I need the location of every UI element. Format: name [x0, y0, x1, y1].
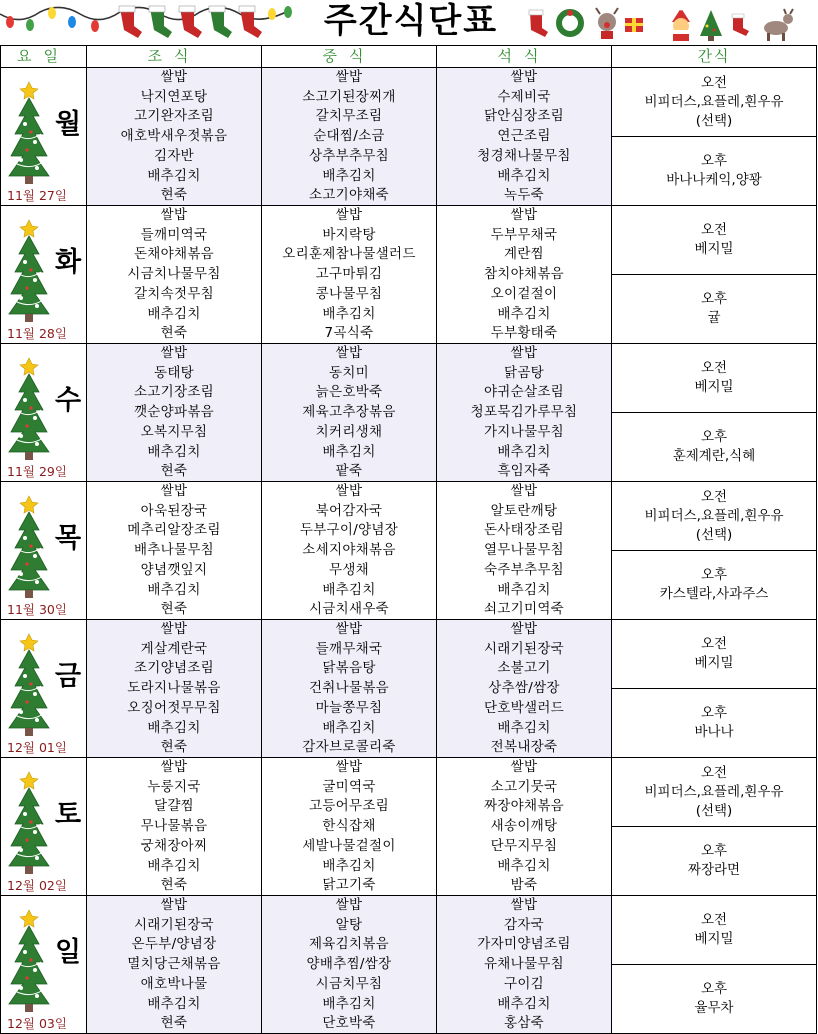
day-name: 금 — [55, 661, 82, 692]
menu-item: 무나물볶음 — [140, 818, 208, 835]
menu-item: 열무나물무침 — [483, 542, 565, 559]
menu-item: 쇠고기미역죽 — [483, 601, 565, 618]
menu-table — [0, 45, 817, 1034]
snack-am-label: 오전 — [700, 360, 728, 376]
snack-item: 베지밀 — [694, 379, 734, 395]
christmas-tree-icon — [5, 214, 53, 332]
snack-item: 비피더스,요플레,흰우유 — [644, 507, 784, 524]
snack-pm-label: 오후 — [700, 291, 728, 307]
menu-item: 배추김치 — [147, 305, 201, 322]
menu-item: 감자국 — [503, 916, 545, 933]
menu-item: 쌀밥 — [160, 69, 188, 85]
menu-item: 야귀순살조림 — [483, 384, 565, 401]
menu-item: 마늘쫑무침 — [315, 699, 383, 716]
menu-item: 두부구이/양념장 — [299, 522, 399, 539]
menu-item: 닭볶음탕 — [322, 660, 376, 677]
menu-item: 쌀밥 — [510, 69, 538, 85]
menu-item: 깻순양파볶음 — [133, 404, 215, 421]
snack-cell — [612, 344, 817, 482]
breakfast-cell — [87, 68, 262, 206]
menu-item: 참치야채볶음 — [483, 266, 565, 283]
snack-pm — [612, 826, 816, 895]
menu-item: 오징어젓무무침 — [127, 699, 221, 716]
menu-item: 녹두죽 — [503, 187, 545, 204]
menu-item: 쌀밥 — [510, 759, 538, 775]
snack-am-label: 오전 — [700, 488, 728, 505]
day-date: 11월 29일 — [7, 464, 67, 479]
menu-item: 게살계란국 — [140, 640, 208, 657]
day-cell — [1, 896, 87, 1034]
day-name: 일 — [55, 937, 82, 968]
menu-item: 들깨미역국 — [140, 226, 208, 243]
breakfast-cell — [87, 896, 262, 1034]
reindeer-icon — [756, 8, 796, 42]
day-name: 화 — [55, 247, 82, 278]
page-title: 주간식단표 — [323, 1, 499, 41]
snack-item: 베지밀 — [694, 241, 734, 257]
breakfast-cell — [87, 344, 262, 482]
snack-cell — [612, 758, 817, 896]
menu-item: 쌀밥 — [335, 621, 363, 637]
snack-pm-label: 오후 — [700, 429, 728, 445]
menu-item: 쌀밥 — [510, 483, 538, 499]
menu-item: 한식잡채 — [322, 818, 376, 835]
menu-item: 쌀밥 — [510, 345, 538, 361]
menu-item: 순대찜/소금 — [313, 128, 385, 145]
menu-item: 아욱된장국 — [140, 502, 208, 519]
menu-item: 도라지나물볶음 — [127, 680, 221, 697]
menu-item: 오복지무침 — [140, 423, 208, 440]
snack-am — [612, 896, 816, 964]
lunch-cell — [262, 68, 437, 206]
header-snack: 간식 — [612, 46, 817, 68]
header-dinner: 석식 — [437, 46, 612, 68]
menu-item: 단호박샐러드 — [483, 699, 565, 716]
menu-item: 현죽 — [160, 187, 188, 204]
menu-item: 연근조림 — [497, 128, 551, 145]
lunch-cell — [262, 620, 437, 758]
menu-item: 소세지야채볶음 — [302, 542, 396, 559]
day-cell — [1, 758, 87, 896]
stocking-icon — [728, 12, 752, 36]
snack-item: 비피더스,요플레,흰우유 — [644, 783, 784, 800]
menu-item: 배추김치 — [497, 305, 551, 322]
snack-am-label: 오전 — [700, 222, 728, 238]
christmas-tree-icon — [5, 766, 53, 884]
day-date: 11월 30일 — [7, 602, 67, 617]
menu-item: 현죽 — [160, 325, 188, 342]
menu-item: 쌀밥 — [335, 207, 363, 223]
day-cell — [1, 620, 87, 758]
christmas-tree-icon — [5, 904, 53, 1022]
menu-item: 팥죽 — [335, 463, 363, 480]
menu-item: 소고기된장찌개 — [302, 88, 396, 105]
menu-item: 달걀찜 — [153, 798, 195, 815]
christmas-garland-icon — [0, 0, 300, 44]
snack-cell — [612, 620, 817, 758]
menu-item: 배추김치 — [497, 581, 551, 598]
snack-am — [612, 758, 816, 826]
snack-pm-label: 오후 — [700, 843, 728, 859]
menu-item: 갈치속젓무침 — [133, 285, 215, 302]
menu-item: 배추김치 — [322, 857, 376, 874]
menu-item: 현죽 — [160, 463, 188, 480]
snack-am-label: 오전 — [700, 764, 728, 781]
menu-item: 굴미역국 — [322, 778, 376, 795]
menu-item: 쌀밥 — [160, 345, 188, 361]
menu-item: 배추김치 — [497, 443, 551, 460]
breakfast-cell — [87, 620, 262, 758]
menu-item: 수제비국 — [497, 88, 551, 105]
menu-item: 구이김 — [503, 975, 545, 992]
menu-item: 소고기뭇국 — [490, 778, 558, 795]
menu-item: 청포묵김가루무침 — [470, 404, 578, 421]
menu-item: 돈채야채볶음 — [133, 246, 215, 263]
menu-item: 세발나물겉절이 — [302, 837, 396, 854]
breakfast-cell — [87, 206, 262, 344]
menu-item: 오이겉절이 — [490, 285, 558, 302]
christmas-tree-icon — [5, 76, 53, 194]
menu-item: 쌀밥 — [510, 207, 538, 223]
lunch-cell — [262, 482, 437, 620]
snack-am — [612, 620, 816, 688]
day-date: 11월 28일 — [7, 326, 67, 341]
day-name: 토 — [55, 799, 82, 830]
menu-item: 배추김치 — [322, 167, 376, 184]
menu-item: 콩나물무침 — [315, 285, 383, 302]
menu-item: 돈사태장조림 — [483, 522, 565, 539]
snack-pm — [612, 274, 816, 343]
menu-item: 오리훈제참나물샐러드 — [282, 246, 416, 263]
menu-item: 쌀밥 — [335, 345, 363, 361]
menu-item: 배추김치 — [322, 581, 376, 598]
menu-item: 고기완자조림 — [133, 108, 215, 125]
dinner-cell — [437, 758, 612, 896]
menu-item: 배추김치 — [497, 719, 551, 736]
menu-item: 현죽 — [160, 739, 188, 756]
dinner-cell — [437, 620, 612, 758]
snack-am — [612, 206, 816, 274]
snack-cell — [612, 896, 817, 1034]
menu-item: 메추리알장조림 — [127, 522, 221, 539]
menu-item: 쌀밥 — [335, 897, 363, 913]
menu-item: 제육김치볶음 — [308, 936, 390, 953]
dinner-cell — [437, 68, 612, 206]
stocking-icon — [525, 8, 549, 38]
menu-item: 배추김치 — [497, 857, 551, 874]
header-lunch: 중식 — [262, 46, 437, 68]
snack-pm-label: 오후 — [700, 567, 728, 583]
menu-item: 궁채장아찌 — [140, 837, 208, 854]
menu-item: 배추김치 — [322, 305, 376, 322]
snack-item: 카스텔라,사과주스 — [659, 586, 769, 602]
menu-item: 멸치당근채볶음 — [127, 956, 221, 973]
menu-item: 흑임자죽 — [497, 463, 551, 480]
menu-item: 무생채 — [328, 561, 370, 578]
snack-item: (선택) — [695, 526, 733, 543]
menu-item: 갈치무조림 — [315, 108, 383, 125]
snack-pm-label: 오후 — [700, 981, 728, 997]
menu-item: 온두부/양념장 — [131, 936, 217, 953]
menu-item: 김자반 — [153, 147, 195, 164]
menu-item: 양배추찜/쌈장 — [306, 956, 392, 973]
menu-item: 숙주부추무침 — [483, 561, 565, 578]
snack-am-label: 오전 — [700, 74, 728, 91]
menu-item: 배추나물무침 — [133, 542, 215, 559]
menu-item: 알토란깨탕 — [490, 502, 558, 519]
menu-item: 시금치나물무침 — [127, 266, 221, 283]
breakfast-cell — [87, 758, 262, 896]
header — [0, 0, 818, 45]
breakfast-cell — [87, 482, 262, 620]
day-cell — [1, 206, 87, 344]
menu-item: 양념깻잎지 — [140, 561, 208, 578]
menu-item: 쌀밥 — [335, 483, 363, 499]
day-date: 12월 01일 — [7, 740, 67, 755]
menu-item: 시금치새우죽 — [308, 601, 390, 618]
menu-item: 건취나물볶음 — [308, 680, 390, 697]
menu-item: 현죽 — [160, 877, 188, 894]
menu-item: 시래기된장국 — [133, 916, 215, 933]
menu-item: 조기양념조림 — [133, 660, 215, 677]
day-name: 목 — [55, 523, 82, 554]
snack-cell — [612, 68, 817, 206]
menu-item: 누룽지국 — [147, 778, 201, 795]
menu-item: 쌀밥 — [160, 207, 188, 223]
reindeer-icon — [592, 6, 622, 40]
snack-item: 바나나 — [694, 724, 734, 740]
menu-item: 고구마튀김 — [315, 266, 383, 283]
day-name: 월 — [55, 109, 82, 140]
day-date: 12월 03일 — [7, 1016, 67, 1031]
menu-item: 북어감자국 — [315, 502, 383, 519]
menu-item: 배추김치 — [147, 167, 201, 184]
menu-item: 소고기장조림 — [133, 384, 215, 401]
snack-pm-label: 오후 — [700, 153, 728, 169]
menu-item: 유채나물무침 — [483, 956, 565, 973]
menu-item: 쌀밥 — [160, 621, 188, 637]
menu-item: 시래기된장국 — [483, 640, 565, 657]
menu-item: 치커리생채 — [315, 423, 383, 440]
menu-item: 애호박새우젓볶음 — [120, 128, 228, 145]
gift-icon — [623, 12, 645, 34]
menu-item: 닭곰탕 — [503, 364, 545, 381]
menu-item: 계란찜 — [503, 246, 545, 263]
menu-item: 동태탕 — [153, 364, 195, 381]
christmas-tree-icon — [5, 490, 53, 608]
santa-icon — [666, 6, 696, 42]
snack-item: 짜장라면 — [687, 862, 741, 878]
header-day: 요일 — [1, 46, 87, 68]
menu-item: 배추김치 — [497, 167, 551, 184]
snack-am — [612, 68, 816, 136]
snack-cell — [612, 206, 817, 344]
lunch-cell — [262, 344, 437, 482]
menu-item: 7곡식죽 — [324, 325, 374, 342]
menu-item: 애호박나물 — [140, 975, 208, 992]
menu-item: 배추김치 — [147, 719, 201, 736]
menu-item: 쌀밥 — [510, 897, 538, 913]
menu-item: 고등어무조림 — [308, 798, 390, 815]
menu-item: 두부황태죽 — [490, 325, 558, 342]
menu-item: 쌀밥 — [335, 759, 363, 775]
snack-item: 율무차 — [694, 1000, 734, 1016]
menu-item: 바지락탕 — [322, 226, 376, 243]
snack-am-label: 오전 — [700, 912, 728, 928]
menu-item: 닭고기죽 — [322, 877, 376, 894]
menu-item: 쌀밥 — [160, 759, 188, 775]
menu-item: 동치미 — [328, 364, 370, 381]
menu-item: 배추김치 — [147, 443, 201, 460]
menu-item: 단무지무침 — [490, 837, 558, 854]
snack-am — [612, 482, 816, 550]
menu-item: 제육고추장볶음 — [302, 404, 396, 421]
menu-item: 쌀밥 — [160, 483, 188, 499]
stocking-icon — [119, 6, 262, 38]
dinner-cell — [437, 206, 612, 344]
lunch-cell — [262, 206, 437, 344]
snack-pm — [612, 550, 816, 619]
menu-item: 쌀밥 — [160, 897, 188, 913]
day-cell — [1, 482, 87, 620]
day-cell — [1, 344, 87, 482]
menu-item: 배추김치 — [147, 857, 201, 874]
snack-item: 베지밀 — [694, 931, 734, 947]
snack-pm-label: 오후 — [700, 705, 728, 721]
menu-item: 배추김치 — [147, 995, 201, 1012]
menu-item: 들깨무채국 — [315, 640, 383, 657]
snack-am-label: 오전 — [700, 636, 728, 652]
menu-item: 상추쌈/쌈장 — [488, 680, 560, 697]
menu-item: 소고기야채죽 — [308, 187, 390, 204]
day-date: 12월 02일 — [7, 878, 67, 893]
snack-item: (선택) — [695, 802, 733, 819]
menu-item: 배추김치 — [497, 995, 551, 1012]
day-name: 수 — [55, 385, 82, 416]
menu-item: 늙은호박죽 — [315, 384, 383, 401]
menu-item: 소불고기 — [497, 660, 551, 677]
menu-item: 짜장야채볶음 — [483, 798, 565, 815]
dinner-cell — [437, 344, 612, 482]
christmas-tree-icon — [5, 628, 53, 746]
snack-item: 바나나케익,양꽝 — [666, 172, 762, 188]
snack-am — [612, 344, 816, 412]
menu-item: 배추김치 — [322, 443, 376, 460]
menu-item: 상추부추무침 — [308, 147, 390, 164]
menu-item: 가지나물무침 — [483, 423, 565, 440]
lunch-cell — [262, 758, 437, 896]
snack-pm — [612, 412, 816, 481]
snack-pm — [612, 964, 816, 1033]
menu-item: 시금치무침 — [315, 975, 383, 992]
menu-item: 배추김치 — [322, 995, 376, 1012]
day-date: 11월 27일 — [7, 188, 67, 203]
christmas-tree-icon — [698, 8, 724, 42]
snack-pm — [612, 688, 816, 757]
christmas-tree-icon — [5, 352, 53, 470]
snack-pm — [612, 136, 816, 205]
menu-item: 새송이깨탕 — [490, 818, 558, 835]
menu-item: 닭안심장조림 — [483, 108, 565, 125]
menu-item: 쌀밥 — [335, 69, 363, 85]
snack-item: 훈제계란,식혜 — [672, 448, 756, 464]
menu-item: 낙지연포탕 — [140, 88, 208, 105]
dinner-cell — [437, 896, 612, 1034]
menu-item: 배추김치 — [322, 719, 376, 736]
snack-cell — [612, 482, 817, 620]
menu-item: 감자브로콜리죽 — [302, 739, 396, 756]
dinner-cell — [437, 482, 612, 620]
snack-item: 비피더스,요플레,흰우유 — [644, 93, 784, 110]
menu-item: 배추김치 — [147, 581, 201, 598]
menu-item: 현죽 — [160, 1015, 188, 1032]
menu-item: 단호박죽 — [322, 1015, 376, 1032]
menu-item: 두부무채국 — [490, 226, 558, 243]
snack-item: 귤 — [707, 310, 721, 326]
snack-item: (선택) — [695, 112, 733, 129]
menu-item: 가자미양념조림 — [477, 936, 571, 953]
wreath-icon — [555, 8, 585, 38]
menu-item: 쌀밥 — [510, 621, 538, 637]
menu-item: 현죽 — [160, 601, 188, 618]
menu-item: 청경채나물무침 — [477, 147, 571, 164]
menu-item: 전복내장죽 — [490, 739, 558, 756]
snack-item: 베지밀 — [694, 655, 734, 671]
menu-item: 알탕 — [335, 916, 363, 933]
day-cell — [1, 68, 87, 206]
lunch-cell — [262, 896, 437, 1034]
menu-item: 밤죽 — [510, 877, 538, 894]
header-breakfast: 조식 — [87, 46, 262, 68]
menu-item: 홍삼죽 — [503, 1015, 545, 1032]
